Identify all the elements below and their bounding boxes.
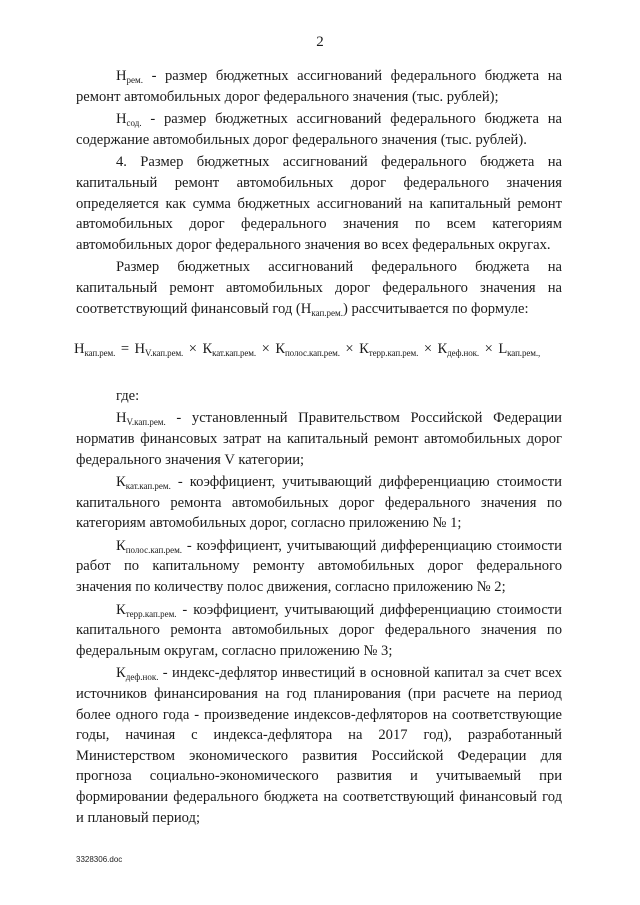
document-filename: 3328306.doc xyxy=(76,855,123,864)
symbol-h: Н xyxy=(300,300,312,317)
paragraph-hv xyxy=(76,408,562,470)
formula-k-kat: К xyxy=(202,341,213,358)
formula-k-def: К xyxy=(437,341,448,358)
subscript-def: деф.нок. xyxy=(125,672,159,683)
capital-repair-formula xyxy=(74,339,562,360)
symbol-h: Н xyxy=(116,410,127,427)
subscript-v-kap-rem: V.кап.рем. xyxy=(126,417,166,428)
k-def-definition: - индекс-дефлятор инвестиций в основной капитал за счет всех источников финансирования на год планирования (при расчете на период более одного года - произведение индексов-дефляторов на соответствующие годы, начиная с индекса-дефлятора на 2017 год), разработанный Министерством экономического развития Российской Федерации для прогноза социально-экономического развития и учитываемый при формировании федерального бюджета на соответствующий финансовый год и плановый период; xyxy=(76,665,562,826)
symbol-h: Н xyxy=(116,111,127,128)
symbol-h: Н xyxy=(116,68,127,84)
document-body xyxy=(76,66,562,828)
formula-h: Н xyxy=(74,341,85,358)
formula-times: × xyxy=(188,341,197,358)
h-sod-definition: - размер бюджетных ассигнований федерального бюджета на содержание автомобильных дорог федерального значения (тыс. рублей). xyxy=(76,111,562,148)
paragraph-k-terr xyxy=(76,600,562,662)
paragraph-h-rem xyxy=(76,66,562,107)
paragraph-item-4: 4. Размер бюджетных ассигнований федерального бюджета на капитальный ремонт автомобильных дорог федерального значения определяется как сумма бюджетных ассигнований на капитальный ремонт автомобильных дорог федерального значения по всем категориям автомобильных дорог федерального значения во всех федеральных округах. xyxy=(76,154,562,253)
k-kat-definition: - коэффициент, учитывающий дифференциацию стоимости капитального ремонта автомобильных дорог федерального значения по категориям автомобильных дорог, согласно приложению № 1; xyxy=(76,474,562,532)
formula-sub-kat: кат.кап.рем. xyxy=(212,348,257,359)
capital-intro-text-end: ) рассчитывается по формуле: xyxy=(342,300,529,317)
subscript-terr: терр.кап.рем. xyxy=(125,608,177,619)
formula-l: L xyxy=(498,341,508,358)
paragraph-k-kat xyxy=(76,472,562,534)
formula-sub-v-kap-rem: V.кап.рем. xyxy=(145,348,184,359)
formula-sub-terr: терр.кап.рем. xyxy=(368,348,419,359)
symbol-k: К xyxy=(116,601,126,618)
paragraph-where: где: xyxy=(116,387,140,404)
formula-times: × xyxy=(423,341,432,358)
symbol-k: К xyxy=(116,474,126,491)
formula-sub-polos: полос.кап.рем. xyxy=(284,348,340,359)
hv-definition: - установленный Правительством Российской Федерации норматив финансовых затрат на капитальный ремонт автомобильных дорог федерального значения V категории; xyxy=(76,410,562,468)
symbol-k: К xyxy=(116,537,126,554)
capital-intro-text: Размер бюджетных ассигнований федерального бюджета на капитальный ремонт автомобильных дорог федерального значения на соответствующий финансовый год ( xyxy=(76,259,562,317)
subscript-rem: рем. xyxy=(126,75,143,85)
paragraph-k-def xyxy=(76,663,562,828)
formula-times: × xyxy=(484,341,493,358)
subscript-sod: сод. xyxy=(126,118,142,129)
formula-hv: Н xyxy=(134,341,145,358)
formula-sub-kap-rem: кап.рем. xyxy=(84,348,116,359)
k-polos-definition: - коэффициент, учитывающий дифференциацию стоимости работ по капитальному ремонту автомобильных дорог федерального значения по количеству полос движения, согласно приложению № 2; xyxy=(76,537,562,596)
page-number: 2 xyxy=(316,34,324,50)
formula-k-terr: К xyxy=(359,341,369,358)
paragraph-h-sod xyxy=(76,109,562,150)
formula-sub-l: кап.рем., xyxy=(507,348,541,359)
paragraph-k-polos xyxy=(76,536,562,598)
h-rem-definition: - размер бюджетных ассигнований федерального бюджета на ремонт автомобильных дорог федерального значения (тыс. рублей); xyxy=(76,68,562,105)
subscript-polos: полос.кап.рем. xyxy=(125,544,183,555)
paragraph-capital-intro xyxy=(76,257,562,319)
formula-sub-def: деф.нок. xyxy=(447,348,480,359)
formula-equals: = xyxy=(120,341,129,358)
formula-times: × xyxy=(261,341,270,358)
symbol-k: К xyxy=(116,665,126,682)
subscript-kat: кат.кап.рем. xyxy=(125,481,171,492)
k-terr-definition: - коэффициент, учитывающий дифференциацию стоимости капитального ремонта автомобильных дорог федерального значения по федеральным округам, согласно приложению № 3; xyxy=(76,601,562,659)
formula-k-polos: К xyxy=(275,341,285,358)
subscript-kap-rem: кап.рем. xyxy=(311,307,343,318)
formula-times: × xyxy=(345,341,354,358)
